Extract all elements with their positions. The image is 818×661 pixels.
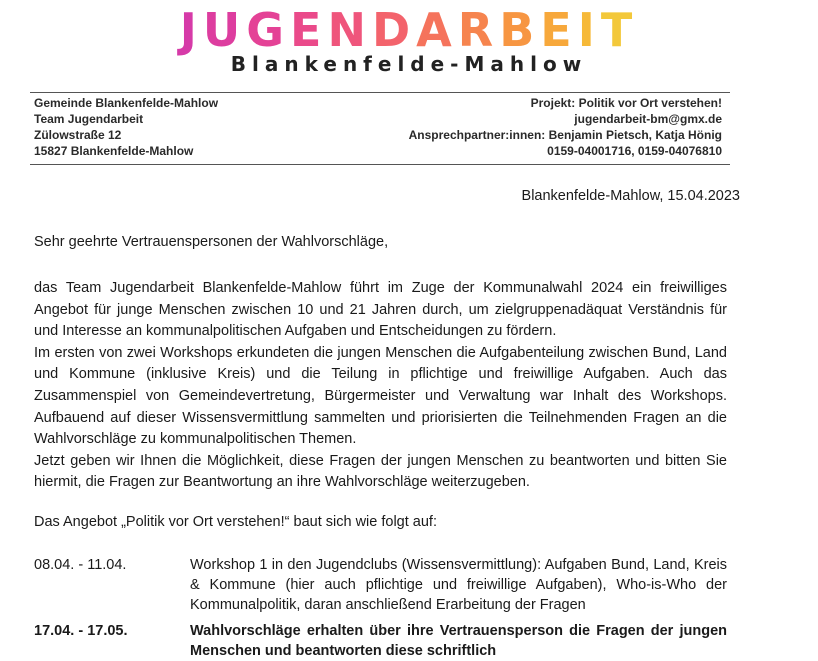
logo-letter: B (499, 3, 541, 57)
paragraph: das Team Jugendarbeit Blankenfelde-Mahlow führt im Zuge der Kommunalwahl 2024 ein freiwilliges Angebot für junge Menschen zwischen 10 und 21 Jahren durch, um zielgruppenadäquat Verständnis für und Interesse an kommunalpolitischen Aufgaben und Entscheidungen zu fördern. (34, 280, 727, 340)
letter-body (34, 278, 727, 494)
logo-letter: U (202, 3, 247, 57)
sender-line: 15827 Blankenfelde-Mahlow (34, 144, 194, 158)
header-divider-bottom (30, 164, 730, 165)
project-line: 0159-04001716, 0159-04076810 (547, 144, 722, 158)
logo-title (0, 2, 818, 58)
paragraph: Im ersten von zwei Workshops erkundeten die jungen Menschen die Aufgabenteilung zwischen Bund, Land und Kommune (inklusive Kreis) und die Teilung in pflichtige und freiwillige Aufgaben. Auch das Zusammenspiel von Gemeindevertretung, Bürgermeister und Verwaltung war Inhalt des Workshops. Aufbauend auf dieser Wissensvermittlung sammelten und priorisierten die Teilnehmenden Fragen an die Wahlvorschläge zu kommunalpolitischen Themen. (34, 344, 727, 448)
schedule-dates: 08.04. - 11.04. (34, 557, 127, 573)
logo-letter: E (540, 3, 578, 57)
schedule-dates: 17.04. - 17.05. (34, 623, 128, 639)
sender-line: Gemeinde Blankenfelde-Mahlow (34, 96, 219, 110)
logo-letter: E (290, 3, 328, 57)
schedule-description: Wahlvorschläge erhalten über ihre Vertrauensperson die Fragen der jungen Menschen und beantworten diese schriftlich (190, 623, 727, 659)
project-contact (409, 95, 722, 159)
logo-letter: D (371, 3, 417, 57)
paragraph: Jetzt geben wir Ihnen die Möglichkeit, diese Fragen der jungen Menschen zu beantworten und bitten Sie hiermit, die Fragen zur Beantwortung an ihre Wahlvorschläge weiterzugeben. (34, 452, 727, 491)
offer-intro: Das Angebot „Politik vor Ort verstehen!“ baut sich wie folgt auf: (34, 514, 437, 530)
header-divider-top (30, 92, 730, 93)
salutation: Sehr geehrte Vertrauenspersonen der Wahlvorschläge, (34, 234, 389, 250)
schedule-description: Workshop 1 in den Jugendclubs (Wissensvermittlung): Aufgaben Bund, Land, Kreis & Kommune (hier auch pflichtige und freiwillige Aufgaben), Who-is-Who der Kommunalpolitik, daran anschließend Erarbeitung der Fragen (190, 557, 727, 613)
logo-letter: I (577, 3, 601, 57)
sender-line: Zülowstraße 12 (34, 128, 122, 142)
logo-letter: A (416, 3, 458, 57)
project-line: Ansprechpartner:innen: Benjamin Pietsch, Katja Hönig (408, 128, 722, 142)
project-email: jugendarbeit-bm@gmx.de (574, 112, 722, 126)
logo-letter: J (179, 3, 203, 57)
logo-letter: N (327, 3, 372, 57)
sender-line: Team Jugendarbeit (34, 112, 144, 126)
logo-letter: T (600, 3, 639, 57)
letter-date: Blankenfelde-Mahlow, 15.04.2023 (521, 188, 740, 204)
logo-subtitle: Blankenfelde-Mahlow (230, 52, 588, 76)
sender-address (34, 95, 218, 159)
logo-letter: R (457, 3, 500, 57)
logo-letter: G (246, 3, 291, 57)
project-line: Projekt: Politik vor Ort verstehen! (530, 96, 722, 110)
